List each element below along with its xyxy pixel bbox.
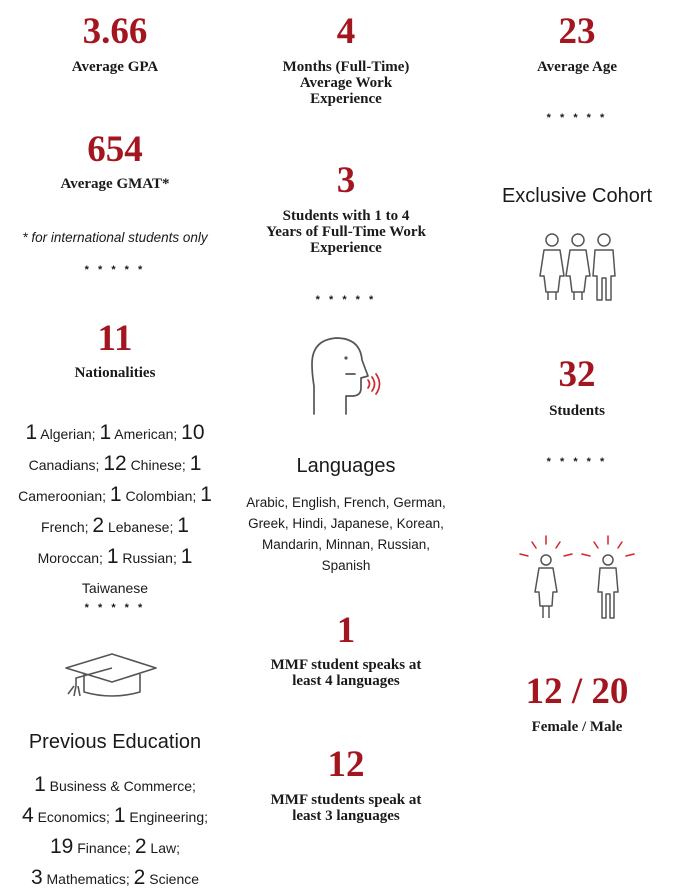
education-item: 1 Engineering; <box>113 804 209 827</box>
gender-ratio-label: Female / Male <box>531 719 623 735</box>
gmat-value: 654 <box>87 129 143 170</box>
nationality-item: 1 Colombian; <box>109 483 197 506</box>
gmat-label: Average GMAT* <box>60 176 170 192</box>
languages-line-4: Spanish <box>321 558 371 573</box>
nationality-item: 2 Lebanese; <box>92 514 174 537</box>
gpa-label: Average GPA <box>71 59 159 75</box>
gpa-value: 3.66 <box>82 11 148 52</box>
four-languages-label-line-2: least 4 languages <box>292 673 400 689</box>
languages-line-2: Greek, Hindi, Japanese, Korean, <box>248 516 444 531</box>
group-of-people-icon <box>536 232 620 302</box>
education-item: 1 Business & Commerce; <box>34 773 196 796</box>
education-item: 4 Economics; <box>21 804 110 827</box>
divider-stars: * * * * * <box>84 602 146 614</box>
divider-stars: * * * * * <box>546 112 608 124</box>
work-experience-value: 4 <box>336 11 356 52</box>
age-label: Average Age <box>536 59 618 75</box>
gender-ratio-value: 12 / 20 <box>525 671 629 712</box>
divider-stars: * * * * * <box>546 456 608 468</box>
education-item: 2 Science <box>133 866 200 889</box>
students-experience-label-line-2: Years of Full-Time Work <box>266 224 426 240</box>
nationalities-label: Nationalities <box>74 365 156 381</box>
nationality-item: French; <box>41 519 89 535</box>
education-title: Previous Education <box>28 731 202 753</box>
work-experience-label-line-1: Months (Full-Time) <box>282 59 410 75</box>
four-languages-value: 1 <box>336 610 356 651</box>
languages-title: Languages <box>296 455 396 477</box>
education-item: 19 Finance; <box>50 835 131 858</box>
stats-column-3 <box>462 0 692 895</box>
nationality-item: 12 Chinese; <box>103 452 186 475</box>
nationalities-value: 11 <box>97 318 133 359</box>
graduation-cap-icon <box>62 650 160 700</box>
divider-stars: * * * * * <box>315 294 377 306</box>
nationality-item: 10 <box>181 421 205 444</box>
education-item: 2 Law; <box>134 835 180 858</box>
education-item: 3 Mathematics; <box>30 866 130 889</box>
stats-column-2 <box>230 0 462 895</box>
three-languages-label-line-2: least 3 languages <box>292 808 400 824</box>
age-value: 23 <box>558 11 596 52</box>
four-languages-label-line-1: MMF student speaks at <box>270 657 422 673</box>
three-languages-label-line-1: MMF students speak at <box>270 792 422 808</box>
cohort-title: Exclusive Cohort <box>501 185 653 207</box>
students-label: Students <box>549 403 605 419</box>
nationality-item: Canadians; <box>28 457 100 473</box>
speaking-head-icon <box>310 334 382 418</box>
nationality-item: 1 <box>180 545 193 568</box>
gmat-note: * for international students only <box>22 230 208 245</box>
nationality-item: 1 Algerian; <box>25 421 96 444</box>
languages-line-3: Mandarin, Minnan, Russian, <box>261 537 431 552</box>
students-value: 32 <box>558 354 596 395</box>
nationality-item: Taiwanese <box>81 580 149 596</box>
nationality-item: 1 <box>177 514 189 537</box>
work-experience-label-line-2: Average Work <box>299 75 393 91</box>
languages-line-1: Arabic, English, French, German, <box>246 495 446 510</box>
nationality-item: Cameroonian; <box>18 488 107 504</box>
three-languages-value: 12 <box>327 744 365 785</box>
students-experience-label-line-1: Students with 1 to 4 <box>282 208 410 224</box>
nationality-item: 1 <box>200 483 212 506</box>
female-male-icon <box>506 530 650 622</box>
students-experience-label-line-3: Experience <box>310 240 382 256</box>
stats-column-1 <box>0 0 230 895</box>
students-experience-value: 3 <box>336 160 356 201</box>
nationality-item: 1 Russian; <box>106 545 177 568</box>
education-breakdown <box>4 770 226 894</box>
divider-stars: * * * * * <box>84 264 146 276</box>
work-experience-label-line-3: Experience <box>310 91 382 107</box>
nationalities-breakdown <box>8 418 222 603</box>
nationality-item: 1 <box>189 452 202 475</box>
nationality-item: 1 American; <box>99 421 178 444</box>
nationality-item: Moroccan; <box>37 550 103 566</box>
